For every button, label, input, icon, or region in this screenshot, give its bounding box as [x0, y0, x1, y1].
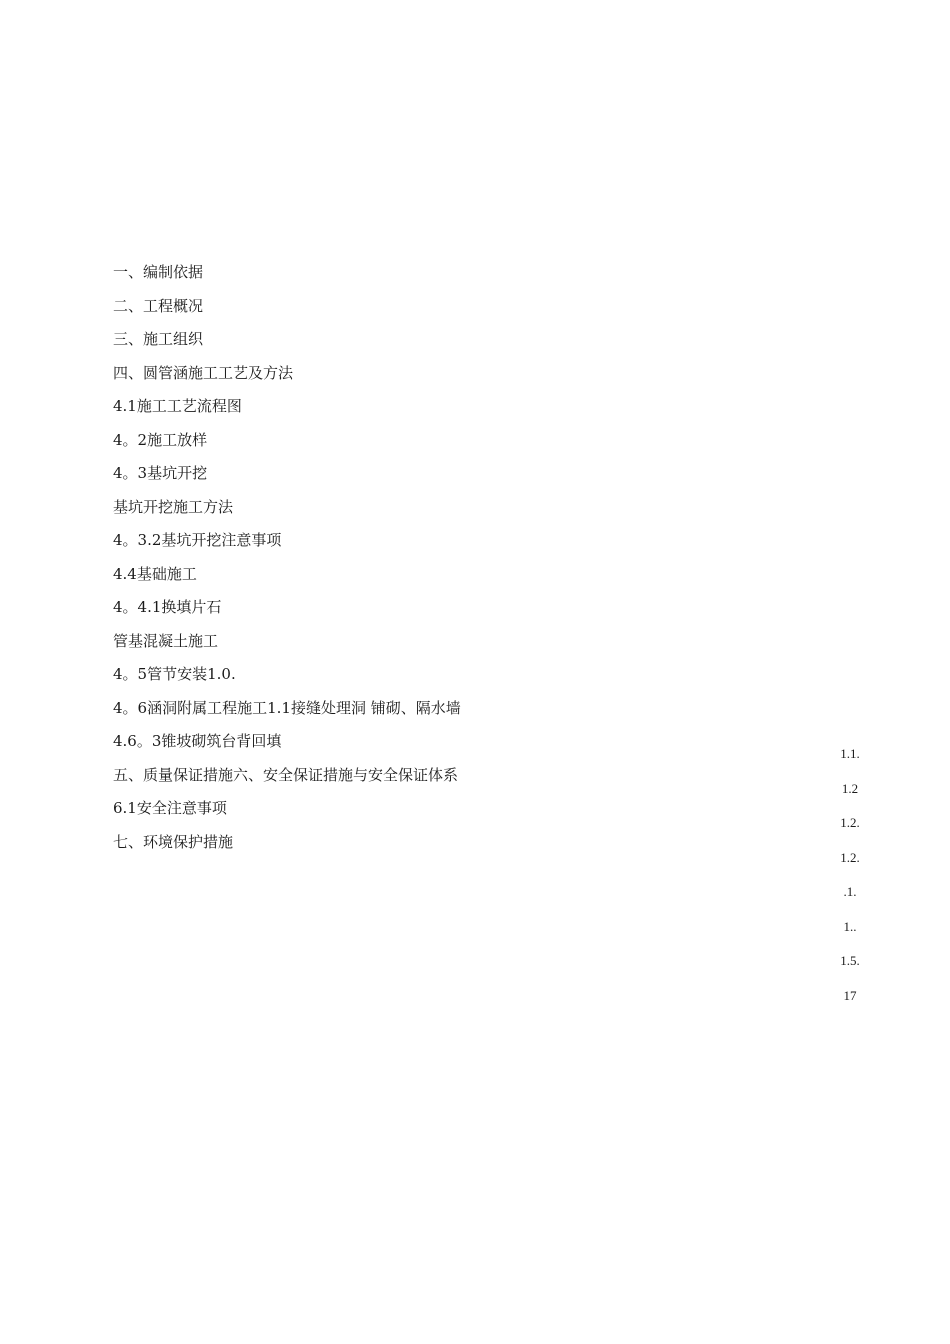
toc-page-ref: 17	[843, 987, 857, 1003]
toc-entry: 6.1安全注意事项	[113, 799, 227, 817]
toc-entry: 四、圆管涵施工工艺及方法	[113, 363, 294, 382]
toc-entry: 4。2施工放样	[113, 430, 208, 449]
toc-entry: 基坑开挖施工方法	[113, 497, 234, 516]
toc-page-ref: 1.2.	[840, 815, 860, 830]
toc-entry: 4。5管节安装1.0.	[113, 665, 236, 683]
toc-entry: 二、工程概况	[113, 296, 204, 315]
toc-entry: 4.4基础施工	[113, 564, 197, 583]
toc-page-ref: 1.2	[841, 780, 859, 796]
toc-entry: 五、质量保证措施六、安全保证措施与安全保证体系	[113, 765, 459, 784]
toc-entry: 一、编制依据	[113, 263, 204, 281]
toc-entry: 三、施工组织	[113, 330, 204, 348]
toc-page-numbers	[818, 742, 882, 1018]
toc-page-ref: 1.5.	[840, 953, 860, 968]
table-of-contents	[113, 260, 461, 863]
toc-entry: 4。3基坑开挖	[113, 464, 208, 482]
toc-entry: 4。3.2基坑开挖注意事项	[113, 531, 282, 549]
toc-entry: 七、环境保护措施	[113, 832, 234, 851]
toc-page-ref: 1.1.	[840, 746, 860, 761]
toc-entry: 4。4.1换填片石	[113, 598, 222, 616]
toc-page-ref: 1.2.	[840, 849, 860, 865]
toc-page-ref: .1.	[843, 884, 857, 899]
toc-entry: 4.6。3锥坡砌筑台背回填	[113, 732, 282, 750]
toc-entry: 4。6涵洞附属工程施工1.1接缝处理洞 铺砌、隔水墙	[113, 698, 461, 717]
toc-page-ref: 1..	[843, 918, 857, 934]
toc-entry: 4.1施工工艺流程图	[113, 397, 242, 415]
toc-entry: 管基混凝土施工	[113, 631, 219, 650]
